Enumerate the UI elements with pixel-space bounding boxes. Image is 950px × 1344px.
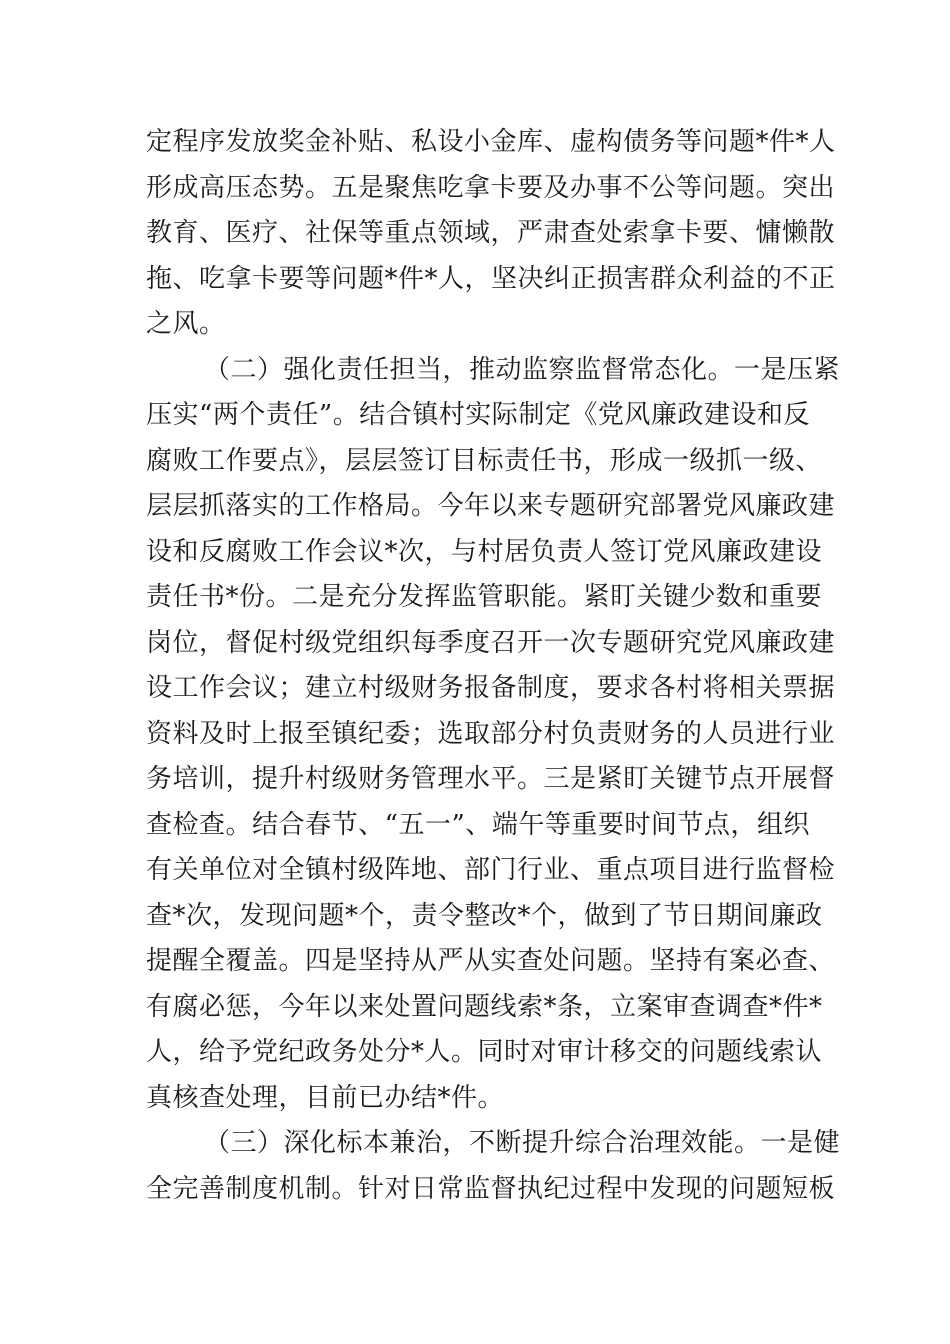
text-line: 之风。	[146, 309, 226, 339]
text-line: 设工作会议；建立村级财务报备制度，要求各村将相关票据	[146, 673, 836, 703]
text-line: 有关单位对全镇村级阵地、部门行业、重点项目进行监督检	[146, 855, 836, 885]
text-line: 定程序发放奖金补贴、私设小金库、虚构债务等问题*件*人	[146, 127, 836, 157]
document-body	[146, 120, 841, 1212]
text-line: 有腐必惩，今年以来处置问题线索*条，立案审查调查*件*	[146, 991, 823, 1022]
text-line: 形成高压态势。五是聚焦吃拿卡要及办事不公等问题。突出	[146, 172, 836, 203]
text-line: 提醒全覆盖。四是坚持从严从实查处问题。坚持有案必查、	[146, 946, 836, 976]
text-line: 务培训，提升村级财务管理水平。三是紧盯关键节点开展督	[146, 764, 836, 794]
text-line: 设和反腐败工作会议*次，与村居负责人签订党风廉政建设	[146, 536, 823, 567]
text-line: 人，给予党纪政务处分*人。同时对审计移交的问题线索认	[146, 1037, 823, 1067]
text-line: 查*次，发现问题*个，责令整改*个，做到了节日期间廉政	[146, 900, 823, 931]
text-line: 资料及时上报至镇纪委；选取部分村负责财务的人员进行业	[146, 718, 836, 749]
text-line: 全完善制度机制。针对日常监督执纪过程中发现的问题短板	[146, 1173, 836, 1204]
text-line: 查检查。结合春节、“五一”、端午等重要时间节点，组织	[146, 809, 810, 840]
text-line: 责任书*份。二是充分发挥监管职能。紧盯关键少数和重要	[146, 582, 823, 612]
text-line: 真核查处理，目前已办结*件。	[146, 1082, 505, 1113]
text-line: 腐败工作要点》，层层签订目标责任书，形成一级抓一级、	[146, 445, 823, 476]
text-line: 压实“两个责任”。结合镇村实际制定《党风廉政建设和反	[146, 400, 810, 430]
text-line: 岗位，督促村级党组织每季度召开一次专题研究党风廉政建	[146, 627, 836, 658]
section-heading-line: （三）深化标本兼治，不断提升综合治理效能。一是健	[204, 1128, 841, 1158]
section-heading-line: （二）强化责任担当，推动监察监督常态化。一是压紧	[204, 354, 841, 385]
text-line: 层层抓落实的工作格局。今年以来专题研究部署党风廉政建	[146, 491, 836, 521]
text-line: 教育、医疗、社保等重点领域，严肃查处索拿卡要、慵懒散	[146, 218, 836, 248]
text-line: 拖、吃拿卡要等问题*件*人，坚决纠正损害群众利益的不正	[146, 263, 836, 294]
